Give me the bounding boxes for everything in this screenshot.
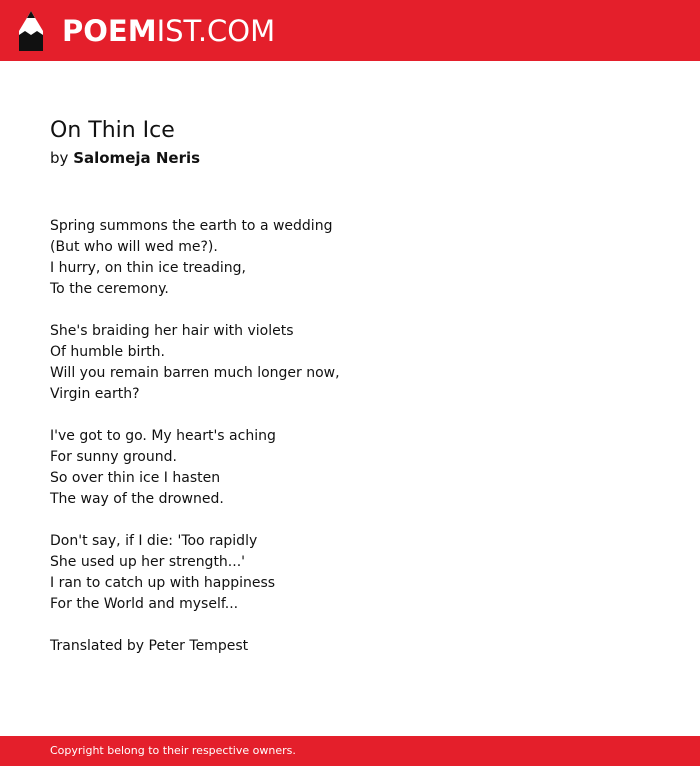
stanza bbox=[50, 216, 650, 300]
stanza bbox=[50, 426, 650, 510]
poem-line: For the World and myself... bbox=[50, 596, 239, 612]
poem-line: Of humble birth. bbox=[50, 344, 165, 360]
logo-text-light: IST.COM bbox=[156, 14, 276, 48]
logo-text-strong: POEM bbox=[62, 14, 157, 48]
poem-content bbox=[50, 116, 650, 657]
site-header bbox=[0, 0, 700, 61]
stanza bbox=[50, 531, 650, 615]
poem-line: She used up her strength...' bbox=[50, 554, 246, 570]
translator-credit: Translated by Peter Tempest bbox=[50, 638, 249, 654]
poem-line: For sunny ground. bbox=[50, 449, 177, 465]
poem-line: The way of the drowned. bbox=[50, 491, 224, 507]
author-name[interactable]: Salomeja Neris bbox=[73, 149, 201, 167]
poem-line: I've got to go. My heart's aching bbox=[50, 428, 276, 444]
poem-line: Will you remain barren much longer now, bbox=[50, 365, 340, 381]
poem-line: (But who will wed me?). bbox=[50, 239, 218, 255]
poem-line: I hurry, on thin ice treading, bbox=[50, 260, 247, 276]
poem-line: Virgin earth? bbox=[50, 386, 140, 402]
poem-line: Spring summons the earth to a wedding bbox=[50, 218, 333, 234]
pencil-logo-icon[interactable] bbox=[18, 11, 44, 51]
poem-line: She's braiding her hair with violets bbox=[50, 323, 294, 339]
poem-line: So over thin ice I hasten bbox=[50, 470, 221, 486]
poem-byline bbox=[50, 146, 650, 170]
poem-body bbox=[50, 216, 650, 657]
site-footer bbox=[0, 736, 700, 766]
stanza bbox=[50, 321, 650, 405]
poem-line: To the ceremony. bbox=[50, 281, 169, 297]
poem-line: Don't say, if I die: 'Too rapidly bbox=[50, 533, 258, 549]
poem-title: On Thin Ice bbox=[50, 118, 175, 143]
copyright-notice: Copyright belong to their respective owners. bbox=[50, 744, 296, 757]
site-logo[interactable] bbox=[62, 12, 275, 50]
poem-line: I ran to catch up with happiness bbox=[50, 575, 276, 591]
by-label: by bbox=[50, 149, 69, 167]
